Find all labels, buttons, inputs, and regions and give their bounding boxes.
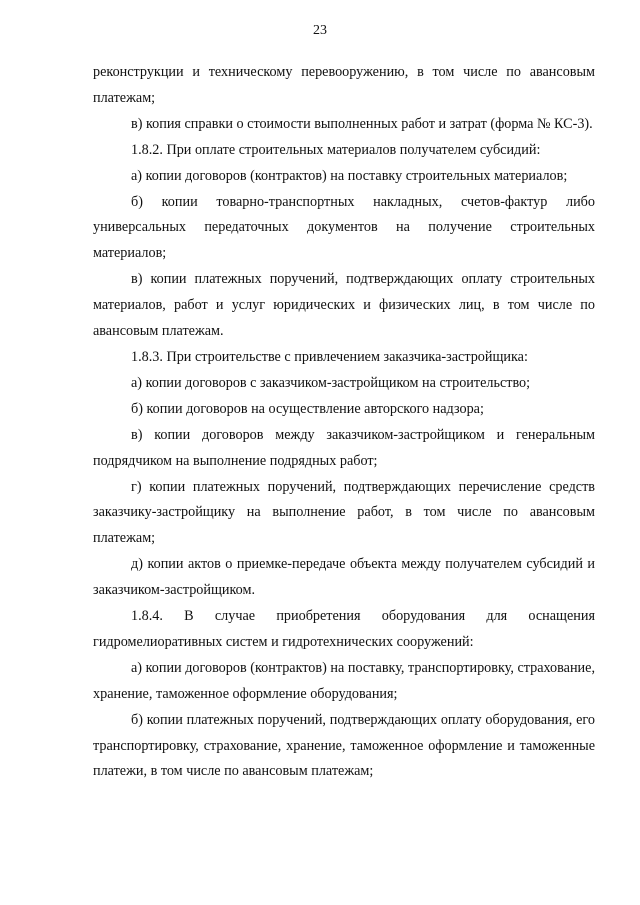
document-body [93,60,595,785]
paragraph-continuation: реконструкции и техническому перевооружению, в том числе по авансовым платежам; [93,64,595,106]
item-b-payment-orders-equipment: б) копии платежных поручений, подтверждающих оплату оборудования, его транспортировку, страхование, хранение, таможенное оформление и таможенные платежи, в том числе по авансовым платежам; [93,711,595,780]
item-a-developer-contracts: а) копии договоров с заказчиком-застройщиком на строительство; [131,374,531,391]
item-g-payment-orders-developer: г) копии платежных поручений, подтверждающих перечисление средств заказчику-застройщику на выполнение работ, в том числе по авансовым платежам; [93,478,595,547]
item-b-supervision-contracts: б) копии договоров на осуществление авторского надзора; [131,400,484,417]
item-v-ks3-certificate: в) копия справки о стоимости выполненных работ и затрат (форма № КС-3). [131,115,593,132]
item-v-payment-orders-materials: в) копии платежных поручений, подтверждающих оплату строительных материалов, работ и услуг юридических и физических лиц, в том числе по авансовым платежам. [93,271,595,340]
section-1-8-2-heading: 1.8.2. При оплате строительных материалов получателем субсидий: [131,141,541,158]
item-a-supply-contracts: а) копии договоров (контрактов) на поставку строительных материалов; [131,167,568,184]
item-b-waybills-invoices: б) копии товарно-транспортных накладных, счетов-фактур либо универсальных передаточных документов на получение строительных материалов; [93,193,595,262]
item-v-general-contractor-contracts: в) копии договоров между заказчиком-застройщиком и генеральным подрядчиком на выполнение подрядных работ; [93,426,595,469]
section-1-8-4-heading: 1.8.4. В случае приобретения оборудования для оснащения гидромелиоративных систем и гидротехнических сооружений: [93,608,595,650]
item-d-acceptance-acts: д) копии актов о приемке-передаче объекта между получателем субсидий и заказчиком-застройщиком. [93,556,595,599]
page-number: 23 [313,23,327,38]
item-a-equipment-contracts: а) копии договоров (контрактов) на поставку, транспортировку, страхование, хранение, таможенное оформление оборудования; [93,659,595,702]
section-1-8-3-heading: 1.8.3. При строительстве с привлечением заказчика-застройщика: [131,348,528,365]
